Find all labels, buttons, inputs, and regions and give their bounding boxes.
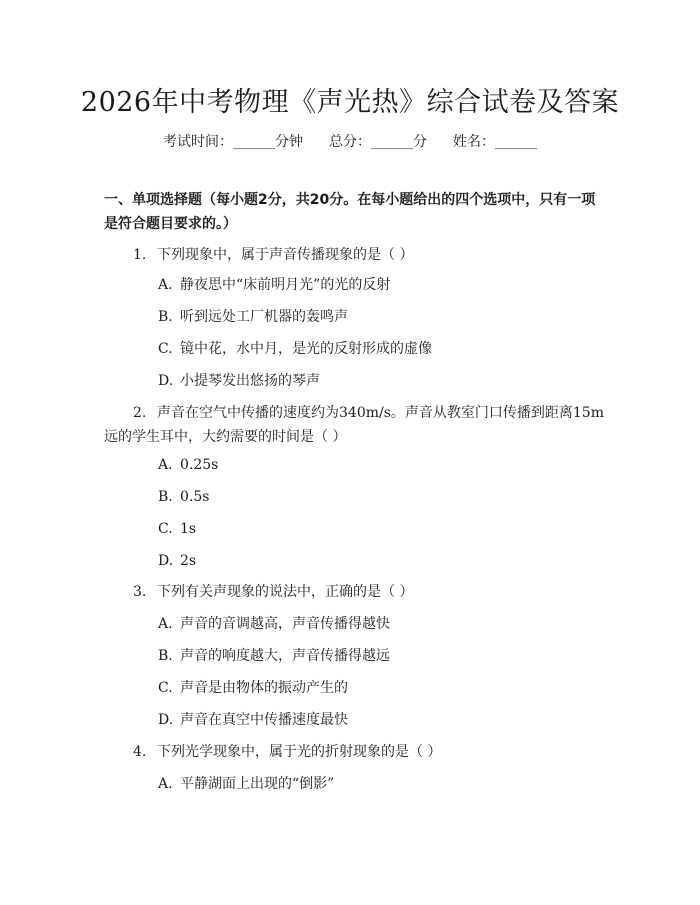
question-text: 声音在空气中传播的速度约为340m/s。声音从教室门口传播到距离15m远的学生耳中，大约需要的时间是（ ） <box>104 405 604 445</box>
total-score-field: 总分：______分 <box>329 134 427 150</box>
option-letter: A. <box>158 277 173 293</box>
answer-option <box>158 337 432 361</box>
option-text: 平静湖面上出现的“倒影” <box>180 776 335 792</box>
option-letter: C. <box>158 680 173 696</box>
option-letter: D. <box>158 712 174 728</box>
name-field: 姓名：______ <box>453 134 537 150</box>
option-letter: C. <box>158 521 173 537</box>
option-letter: C. <box>158 341 173 357</box>
answer-option <box>158 708 348 732</box>
option-letter: B. <box>158 489 173 505</box>
answer-option <box>158 273 390 297</box>
option-text: 听到远处工厂机器的轰鸣声 <box>180 309 348 325</box>
option-text: 0.5s <box>180 489 210 505</box>
option-text: 声音在真空中传播速度最快 <box>180 712 348 728</box>
answer-option <box>158 485 209 509</box>
option-text: 声音的响度越大，声音传播得越远 <box>180 648 390 664</box>
option-letter: B. <box>158 309 173 325</box>
option-letter: A. <box>158 616 173 632</box>
answer-option <box>158 612 390 636</box>
question-text: 下列光学现象中，属于光的折射现象的是（ ） <box>157 744 442 760</box>
answer-option <box>158 676 348 700</box>
question-stem <box>133 243 413 267</box>
option-letter: B. <box>158 648 173 664</box>
option-text: 1s <box>180 521 197 537</box>
question-number: 1. <box>133 247 147 263</box>
question-stem <box>133 740 441 764</box>
option-text: 声音的音调越高，声音传播得越快 <box>180 616 390 632</box>
option-text: 静夜思中“床前明月光”的光的反射 <box>180 277 391 293</box>
answer-option <box>158 549 196 573</box>
answer-option <box>158 305 348 329</box>
option-text: 小提琴发出悠扬的琴声 <box>180 373 320 389</box>
question-text: 下列现象中，属于声音传播现象的是（ ） <box>157 247 414 263</box>
page-title: 2026年中考物理《声光热》综合试卷及答案 <box>80 87 620 118</box>
option-letter: D. <box>158 553 174 569</box>
option-text: 镜中花，水中月，是光的反射形成的虚像 <box>180 341 432 357</box>
section-heading: 一、单项选择题（每小题2分，共20分。在每小题给出的四个选项中，只有一项是符合题目要求的。） <box>104 192 596 232</box>
option-letter: A. <box>158 457 173 473</box>
question-text: 下列有关声现象的说法中，正确的是（ ） <box>157 584 414 600</box>
option-letter: D. <box>158 373 174 389</box>
question-number: 3. <box>133 584 147 600</box>
question-stem <box>104 401 604 449</box>
answer-option <box>158 517 196 541</box>
answer-option <box>158 644 390 668</box>
option-text: 声音是由物体的振动产生的 <box>180 680 348 696</box>
exam-info-line <box>0 131 700 151</box>
option-text: 0.25s <box>180 457 219 473</box>
exam-time-field: 考试时间：______分钟 <box>163 134 303 150</box>
option-letter: A. <box>158 776 173 792</box>
question-stem <box>133 580 413 604</box>
option-text: 2s <box>180 553 197 569</box>
question-number: 2. <box>133 405 147 421</box>
answer-option <box>158 369 320 393</box>
answer-option <box>158 453 218 477</box>
question-number: 4. <box>133 744 147 760</box>
answer-option <box>158 772 334 796</box>
